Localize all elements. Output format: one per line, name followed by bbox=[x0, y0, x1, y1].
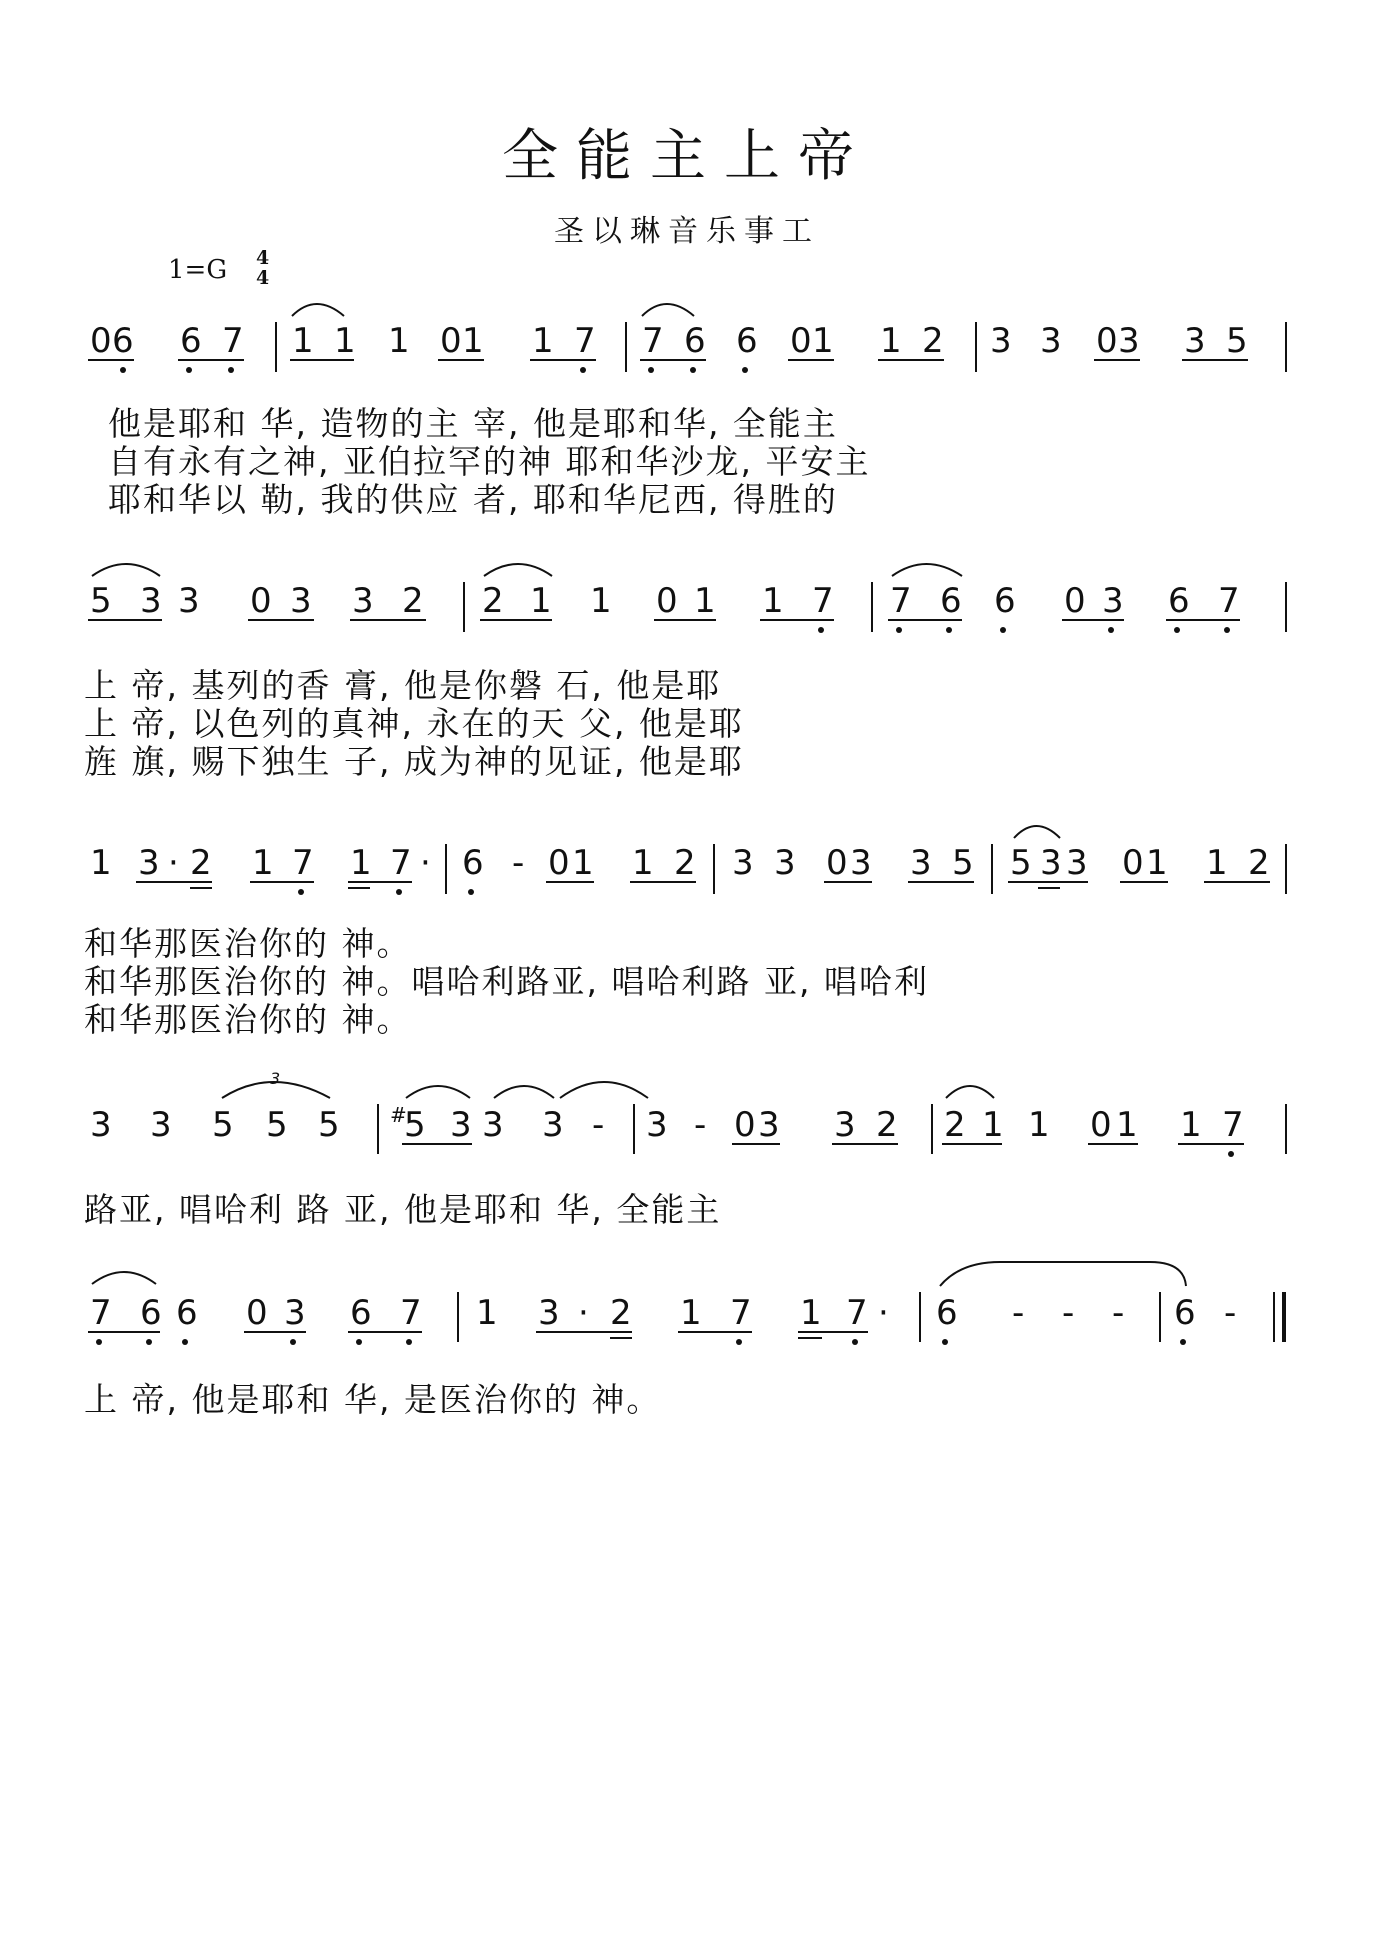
svg-text:3: 3 bbox=[732, 843, 754, 883]
time-numerator: 4 bbox=[256, 247, 270, 269]
svg-text:0: 0 bbox=[246, 1293, 268, 1333]
svg-text:0: 0 bbox=[250, 581, 272, 621]
svg-text:·: · bbox=[168, 843, 179, 883]
svg-text:·: · bbox=[420, 843, 431, 883]
svg-text:2: 2 bbox=[674, 843, 696, 883]
system-4-dots bbox=[1228, 1151, 1234, 1157]
svg-text:-: - bbox=[1012, 1293, 1025, 1333]
svg-text:1: 1 bbox=[694, 581, 716, 621]
svg-text:7: 7 bbox=[730, 1293, 752, 1333]
svg-text:2: 2 bbox=[1248, 843, 1270, 883]
svg-text:3: 3 bbox=[150, 1105, 172, 1145]
svg-text:6: 6 bbox=[1174, 1293, 1196, 1333]
svg-text:7: 7 bbox=[400, 1293, 422, 1333]
svg-text:0: 0 bbox=[440, 321, 462, 361]
svg-text:3: 3 bbox=[538, 1293, 560, 1333]
svg-text:6: 6 bbox=[112, 321, 134, 361]
svg-text:1: 1 bbox=[1116, 1105, 1138, 1145]
svg-text:0: 0 bbox=[1090, 1105, 1112, 1145]
svg-text:3: 3 bbox=[1184, 321, 1206, 361]
svg-text:6: 6 bbox=[350, 1293, 372, 1333]
svg-text:2: 2 bbox=[922, 321, 944, 361]
system-3-notation bbox=[90, 843, 1270, 883]
svg-text:1: 1 bbox=[252, 843, 274, 883]
svg-text:7: 7 bbox=[890, 581, 912, 621]
svg-text:0: 0 bbox=[656, 581, 678, 621]
svg-text:1: 1 bbox=[762, 581, 784, 621]
svg-text:1: 1 bbox=[572, 843, 594, 883]
svg-text:5: 5 bbox=[952, 843, 974, 883]
system-1-lyric-2: 自有永有之神, 亚伯拉罕的神 耶和华沙龙, 平安主 bbox=[108, 442, 871, 481]
svg-text:0: 0 bbox=[548, 843, 570, 883]
svg-text:-: - bbox=[1224, 1293, 1237, 1333]
svg-text:2: 2 bbox=[482, 581, 504, 621]
system-2-lyric-3: 旌 旗, 赐下独生 子, 成为神的见证, 他是耶 bbox=[84, 742, 744, 781]
svg-text:1: 1 bbox=[350, 843, 372, 883]
svg-text:1: 1 bbox=[812, 321, 834, 361]
svg-text:1: 1 bbox=[292, 321, 314, 361]
svg-text:6: 6 bbox=[180, 321, 202, 361]
svg-text:1: 1 bbox=[632, 843, 654, 883]
svg-text:2: 2 bbox=[876, 1105, 898, 1145]
svg-text:1: 1 bbox=[1146, 843, 1168, 883]
svg-text:7: 7 bbox=[90, 1293, 112, 1333]
svg-text:3: 3 bbox=[758, 1105, 780, 1145]
svg-text:2: 2 bbox=[190, 843, 212, 883]
svg-text:5: 5 bbox=[404, 1105, 426, 1145]
svg-text:7: 7 bbox=[292, 843, 314, 883]
svg-text:-: - bbox=[592, 1105, 605, 1145]
svg-text:5: 5 bbox=[1010, 843, 1032, 883]
svg-text:#: # bbox=[390, 1103, 407, 1127]
svg-text:3: 3 bbox=[1118, 321, 1140, 361]
svg-text:3: 3 bbox=[990, 321, 1012, 361]
svg-text:7: 7 bbox=[846, 1293, 868, 1333]
svg-text:1: 1 bbox=[1028, 1105, 1050, 1145]
svg-text:7: 7 bbox=[574, 321, 596, 361]
svg-text:7: 7 bbox=[1218, 581, 1240, 621]
svg-text:0: 0 bbox=[790, 321, 812, 361]
svg-text:0: 0 bbox=[734, 1105, 756, 1145]
time-denominator: 4 bbox=[256, 267, 270, 289]
svg-text:3: 3 bbox=[850, 843, 872, 883]
svg-text:1: 1 bbox=[90, 843, 112, 883]
svg-text:3: 3 bbox=[90, 1105, 112, 1145]
svg-text:6: 6 bbox=[1168, 581, 1190, 621]
system-1-dots bbox=[120, 367, 748, 373]
svg-text:1: 1 bbox=[532, 321, 554, 361]
svg-text:3: 3 bbox=[1040, 843, 1062, 883]
svg-text:3: 3 bbox=[646, 1105, 668, 1145]
svg-text:-: - bbox=[1112, 1293, 1125, 1333]
page-title: 全能主上帝 bbox=[502, 124, 872, 189]
svg-text:1: 1 bbox=[1180, 1105, 1202, 1145]
svg-text:6: 6 bbox=[940, 581, 962, 621]
system-5-dots bbox=[96, 1339, 1186, 1345]
svg-text:7: 7 bbox=[1222, 1105, 1244, 1145]
svg-text:5: 5 bbox=[266, 1105, 288, 1145]
svg-text:5: 5 bbox=[212, 1105, 234, 1145]
svg-text:6: 6 bbox=[462, 843, 484, 883]
system-2-notation bbox=[90, 581, 1240, 621]
svg-text:1: 1 bbox=[800, 1293, 822, 1333]
svg-text:1: 1 bbox=[590, 581, 612, 621]
system-4-notation bbox=[90, 1103, 1244, 1145]
svg-text:2: 2 bbox=[610, 1293, 632, 1333]
svg-text:·: · bbox=[878, 1293, 889, 1333]
svg-text:0: 0 bbox=[1064, 581, 1086, 621]
svg-text:6: 6 bbox=[140, 1293, 162, 1333]
svg-text:5: 5 bbox=[318, 1105, 340, 1145]
svg-text:7: 7 bbox=[222, 321, 244, 361]
svg-text:3: 3 bbox=[138, 843, 160, 883]
system-3-lyric-3: 和华那医治你的 神。 bbox=[84, 1000, 412, 1039]
svg-text:6: 6 bbox=[176, 1293, 198, 1333]
svg-text:3: 3 bbox=[1102, 581, 1124, 621]
svg-text:6: 6 bbox=[936, 1293, 958, 1333]
system-2-lyric-2: 上 帝, 以色列的真神, 永在的天 父, 他是耶 bbox=[84, 704, 744, 743]
system-5-lyric-1: 上 帝, 他是耶和 华, 是医治你的 神。 bbox=[84, 1380, 662, 1419]
svg-text:3: 3 bbox=[140, 581, 162, 621]
svg-text:-: - bbox=[512, 843, 525, 883]
svg-text:0: 0 bbox=[90, 321, 112, 361]
svg-text:1: 1 bbox=[334, 321, 356, 361]
svg-text:6: 6 bbox=[684, 321, 706, 361]
svg-text:·: · bbox=[578, 1293, 589, 1333]
svg-text:1: 1 bbox=[462, 321, 484, 361]
svg-text:3: 3 bbox=[482, 1105, 504, 1145]
svg-text:7: 7 bbox=[390, 843, 412, 883]
svg-text:3: 3 bbox=[774, 843, 796, 883]
svg-text:0: 0 bbox=[826, 843, 848, 883]
svg-text:2: 2 bbox=[944, 1105, 966, 1145]
svg-text:2: 2 bbox=[402, 581, 424, 621]
system-3-dots bbox=[298, 889, 474, 895]
svg-text:7: 7 bbox=[642, 321, 664, 361]
system-3-lyric-2: 和华那医治你的 神。唱哈利路亚, 唱哈利路 亚, 唱哈利 bbox=[84, 962, 929, 1001]
svg-text:1: 1 bbox=[982, 1105, 1004, 1145]
triplet-mark: 3 bbox=[270, 1069, 281, 1088]
system-2-lyric-1: 上 帝, 基列的香 膏, 他是你磐 石, 他是耶 bbox=[84, 666, 722, 705]
key-signature: 1=G bbox=[168, 255, 228, 285]
svg-text:1: 1 bbox=[388, 321, 410, 361]
system-4-lyric-1: 路亚, 唱哈利 路 亚, 他是耶和 华, 全能主 bbox=[84, 1190, 722, 1229]
svg-text:3: 3 bbox=[910, 843, 932, 883]
svg-text:3: 3 bbox=[1040, 321, 1062, 361]
svg-text:1: 1 bbox=[476, 1293, 498, 1333]
svg-text:1: 1 bbox=[880, 321, 902, 361]
svg-text:-: - bbox=[694, 1105, 707, 1145]
svg-text:0: 0 bbox=[1096, 321, 1118, 361]
svg-text:6: 6 bbox=[994, 581, 1016, 621]
system-1-notation bbox=[90, 321, 1248, 361]
svg-text:3: 3 bbox=[178, 581, 200, 621]
svg-text:5: 5 bbox=[1226, 321, 1248, 361]
svg-text:0: 0 bbox=[1122, 843, 1144, 883]
svg-text:3: 3 bbox=[1066, 843, 1088, 883]
svg-text:-: - bbox=[1062, 1293, 1075, 1333]
svg-text:3: 3 bbox=[450, 1105, 472, 1145]
svg-text:1: 1 bbox=[680, 1293, 702, 1333]
svg-text:5: 5 bbox=[90, 581, 112, 621]
system-2-dots bbox=[818, 627, 1230, 633]
system-3-lyric-1: 和华那医治你的 神。 bbox=[84, 924, 412, 963]
svg-text:3: 3 bbox=[352, 581, 374, 621]
svg-text:6: 6 bbox=[736, 321, 758, 361]
svg-text:1: 1 bbox=[530, 581, 552, 621]
svg-text:7: 7 bbox=[812, 581, 834, 621]
svg-text:3: 3 bbox=[290, 581, 312, 621]
svg-text:3: 3 bbox=[834, 1105, 856, 1145]
system-5-notation bbox=[90, 1293, 1236, 1333]
svg-text:3: 3 bbox=[284, 1293, 306, 1333]
svg-text:1: 1 bbox=[1206, 843, 1228, 883]
system-1-lyric-1: 他是耶和 华, 造物的主 宰, 他是耶和华, 全能主 bbox=[108, 404, 838, 443]
page-subtitle: 圣以琳音乐事工 bbox=[554, 214, 820, 249]
system-1-lyric-3: 耶和华以 勒, 我的供应 者, 耶和华尼西, 得胜的 bbox=[108, 480, 838, 519]
svg-text:3: 3 bbox=[542, 1105, 564, 1145]
